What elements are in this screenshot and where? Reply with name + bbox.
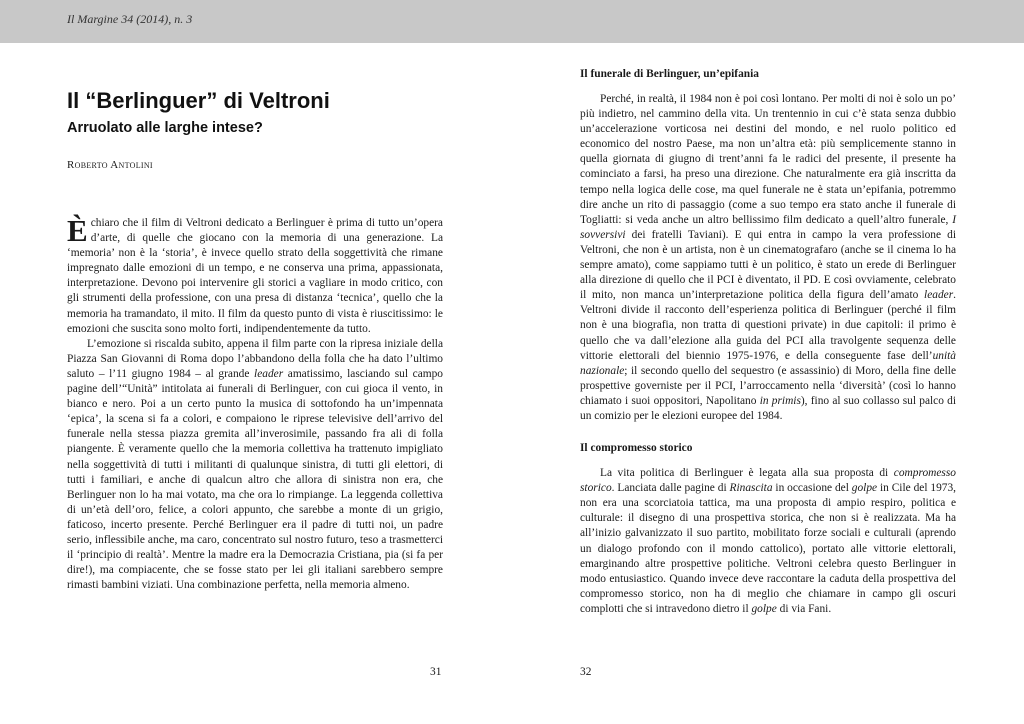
text-run: ; il secondo quello del sequestro (e assassinio) di Moro, della fine delle prospettive governiste per il PCI, l’arroccamento nella ‘diversità’ (così lo hanno chiamato i suoi oppositori, Napolitano (580, 364, 956, 407)
section-funerale (580, 68, 956, 424)
italic-run: Rinascita (729, 482, 773, 495)
page-number-left: 31 (430, 666, 442, 678)
text-run: in occasione del (772, 482, 852, 495)
italic-run: I sovversivi (580, 213, 956, 241)
paragraph-text: chiaro che il film di Veltroni dedicato a Berlinguer è prima di tutto un’opera d’arte, di quelle che giocano con la memoria di una generazione. La ‘memoria’ non è la ‘storia’, è invece quello strato della soggettività che rimane impregnato dalle emozioni di un tempo, e ne conserva una prima, appassionata, interpretazione. Devono poi intervenire gli storici a vagliare in modo critico, con gli strumenti della professione, con una presa di distanza ‘tecnica’, quello che la memoria ha tramandato, il mito. Il film da questo punto di vista è riuscitissimo: le emozioni che suscita sono molto forti, indipendentemente da tutto. (67, 217, 443, 335)
text-run: Perché, in realtà, il 1984 non è poi così lontano. Per molti di noi è solo un po’ più indietro, nel cammino della vita. Un trentennio in cui c’è stata senza dubbio un’accelerazione vorticosa nei destini del mondo, e nel ruolo politico ed economico del nostro Paese, ma non un’altra età: più semplicemente stanno in quella giornata di giugno di trent’anni fa le radici del presente, il presente ha cominciato a farsi, ha preso una direzione. Che naturalmente era già inscritta da tempo nella logica delle cose, ma quel funerale ne è stata un’epifania, potremmo dire anche un rito di passaggio (come a suo tempo era stato anche il funerale di Togliatti: si veda anche un altro bellissimo film dedicato a quell’altro funerale, (580, 93, 956, 226)
italic-run: leader (924, 289, 954, 302)
journal-running-title: Il Margine 34 (2014), n. 3 (67, 12, 193, 26)
text-run: La vita politica di Berlinguer è legata alla sua proposta di (600, 467, 894, 480)
text-run: . Veltroni divide il racconto dell’esperienza politica di Berlinguer (perché il film non è una biografia, non tratta di questioni private) in due capitoli: il primo è quello che va dall’elezione alla guida del PCI alla travolgente sequenza delle vittorie elettorali del biennio 1975-1976, e della conseguente fase dell’ (580, 289, 956, 362)
italic-run: unità nazionale (580, 349, 956, 377)
text-run: . Lanciata dalle pagine di (611, 482, 730, 495)
text-run: ), fino al suo collasso sul palco di un comizio per le elezioni europee del 1984. (580, 394, 957, 422)
running-header-bar (0, 0, 1024, 43)
text-run: in Cile del 1973, non era una scorciatoia tattica, ma una proposta di ampio respiro, politica e culturale: il disegno di una prospettiva storica, che non si è realizzata. Ma ha all’inizio galvanizzato il suo partito, mobilitato forze sociali e culturali (aprendo un dialogo profondo con il mondo cattolico), portato alle vittorie elettorali, emarginando altre prospettive politiche. Veltroni celebra questo Berlinguer in modo entusiastico. Quando invece deve raccontare la caduta della prospettiva del compromesso storico, non ha di meglio che chiamare in campo gli oscuri complotti che si intravedono dietro il (580, 482, 957, 615)
paragraph (67, 337, 443, 594)
italic-run: compromesso storico (580, 467, 956, 495)
text-run: di via Fani. (776, 602, 832, 615)
paragraph (67, 213, 443, 337)
section-heading: Il compromesso storico (580, 442, 693, 455)
section-heading: Il funerale di Berlinguer, un’epifania (580, 68, 759, 80)
text-run: L’emozione si riscalda subito, appena il film parte con la ripresa iniziale della Piazza San Giovanni di Roma dopo l’abbandono della folla che ha dato l’ultimo saluto – l’11 giugno 1984 – al grande (67, 337, 443, 380)
section-compromesso (580, 442, 956, 617)
page-number-right: 32 (580, 666, 592, 678)
italic-run: in primis (759, 394, 801, 407)
section-body (580, 92, 956, 424)
left-page (67, 88, 443, 593)
paragraph (580, 92, 956, 424)
paragraph (580, 466, 956, 617)
text-run: dei fratelli Taviani). E qui entra in campo la vera professione di Veltroni, che non è un artista, non è un cinematografaro (anche se il cinema lo ha sempre amato), come sappiamo tutti è un politico, è stato un erede di Berlinguer alla direzione di quello che il PCI è diventato, il PD. E così ovviamente, celebrato il mito, non manca un’interpretazione politica della figura dell’amato (580, 228, 956, 302)
italic-run: golpe (851, 482, 878, 495)
italic-run: golpe (751, 602, 777, 615)
author-name: Roberto Antolini (67, 159, 153, 171)
italic-run: leader (254, 367, 284, 380)
article-title: Il “Berlinguer” di Veltroni (67, 88, 330, 113)
section-body (580, 466, 956, 617)
text-run: amatissimo, lasciando sul campo pagine dell’“Unità” intitolata ai funerali di Berlinguer, con cui gioca il vento, in bianco e nero. Poi a un certo punto la musica di sottofondo ha un’impennata ‘epica’, la scena si fa a colori, e compaiono le riprese televisive dell’arrivo del funerale nella stessa piazza gremita all’inverosimile, passando fra ali di folla piangente. È veramente quello che la memoria collettiva ha trattenuto impigliato nella soggettività di tutti i militanti di qualunque sinistra, di tutti gli elettori, di tutti i familiari, e anche di qualcun altro che allora di sinistra non era, che Berlinguer non lo ha mai votato, ma che ora lo rimpiange. La leggenda collettiva di un’età dell’oro, felice, a colori appunto, che sarebbe a monte di un grigio, faticoso, incerto presente. Perché Berlinguer era il padre di tutti noi, un padre serio, inflessibile anche, ma caro, concentrato sul nostro futuro, teso a trasmetterci il ‘principio di realtà’. Mentre la madre era la Democrazia Cristiana, pia (si fa per dire!), ma compiacente, che se fosse stato per lei gli italiani sarebbero sempre rimasti bambini viziati. Una combinazione perfetta, nella memoria almeno. (67, 367, 443, 592)
drop-cap: È (67, 213, 88, 248)
left-body-text (67, 213, 443, 593)
right-page (580, 68, 956, 617)
article-subtitle: Arruolato alle larghe intese? (67, 120, 263, 136)
